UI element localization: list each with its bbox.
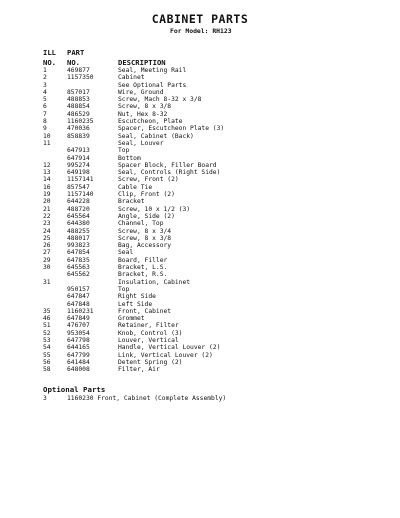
part-number: 953054 bbox=[67, 329, 90, 337]
ill-number: 52 bbox=[43, 329, 51, 337]
table-row bbox=[43, 176, 224, 183]
part-number: 644228 bbox=[67, 198, 90, 206]
part-description: Seal, Louver bbox=[118, 139, 164, 147]
part-number: 488853 bbox=[67, 96, 90, 104]
ill-number: 10 bbox=[43, 132, 51, 140]
part-description: Bottom bbox=[118, 154, 141, 162]
ill-number: 5 bbox=[43, 96, 47, 104]
part-number: 488720 bbox=[67, 205, 90, 213]
table-row bbox=[43, 344, 224, 351]
ill-number: 16 bbox=[43, 183, 51, 191]
part-description: Spacer Block, Filler Board bbox=[118, 161, 217, 169]
table-row bbox=[43, 330, 224, 337]
part-number: 645562 bbox=[67, 271, 90, 279]
part-description: Link, Vertical Louver (2) bbox=[118, 351, 213, 359]
part-description: Screw, Mach 8-32 x 3/8 bbox=[118, 96, 202, 104]
ill-number: 35 bbox=[43, 307, 51, 315]
header-ill: ILL bbox=[43, 48, 56, 57]
header-ill-no: NO. bbox=[43, 57, 56, 67]
optional-parts-list bbox=[43, 395, 226, 402]
ill-number: 3 bbox=[43, 395, 47, 402]
table-row bbox=[43, 89, 224, 96]
part-number: 857547 bbox=[67, 183, 90, 191]
table-row bbox=[43, 184, 224, 191]
ill-number: 25 bbox=[43, 234, 51, 242]
table-row bbox=[43, 169, 224, 176]
ill-number: 58 bbox=[43, 366, 51, 374]
part-number: 641484 bbox=[67, 358, 90, 366]
part-description: Top bbox=[118, 147, 130, 155]
table-row bbox=[43, 74, 224, 81]
ill-number: 24 bbox=[43, 227, 51, 235]
part-number: 995274 bbox=[67, 161, 90, 169]
part-number: 647798 bbox=[67, 336, 90, 344]
list-item bbox=[43, 395, 226, 402]
ill-number bbox=[43, 155, 67, 162]
part-description: Seal, Cabinet (Back) bbox=[118, 132, 194, 140]
part-description: Nut, Hex 8-32 bbox=[118, 110, 168, 118]
part-description: Seal bbox=[118, 249, 134, 257]
part-description: Board, Filler bbox=[118, 256, 168, 264]
part-number: 647848 bbox=[67, 300, 90, 308]
part-number: 647849 bbox=[67, 315, 90, 323]
part-number: 857017 bbox=[67, 88, 90, 96]
table-row bbox=[43, 140, 224, 147]
part-description: Clip, Front (2) bbox=[118, 191, 175, 199]
table-row bbox=[43, 125, 224, 132]
part-number: 488255 bbox=[67, 227, 90, 235]
part-description: Left Side bbox=[118, 300, 153, 308]
table-row bbox=[43, 220, 224, 227]
part-number bbox=[67, 279, 118, 286]
part-description: Grommet bbox=[118, 315, 145, 323]
part-description: Escutcheon, Plate bbox=[118, 118, 183, 126]
part-number: 1157141 bbox=[67, 176, 94, 184]
table-row bbox=[43, 228, 224, 235]
table-row bbox=[43, 242, 224, 249]
table-row bbox=[43, 103, 224, 110]
ill-number: 8 bbox=[43, 118, 47, 126]
ill-number bbox=[43, 286, 67, 293]
part-description: Spacer, Escutcheon Plate (3) bbox=[118, 125, 225, 133]
ill-number: 29 bbox=[43, 256, 51, 264]
part-description: Angle, Side (2) bbox=[118, 212, 175, 220]
ill-number: 22 bbox=[43, 212, 51, 220]
ill-number: 9 bbox=[43, 125, 47, 133]
part-description: Wire, Ground bbox=[118, 88, 164, 96]
table-row bbox=[43, 67, 224, 74]
ill-number: 4 bbox=[43, 88, 47, 96]
ill-number: 21 bbox=[43, 205, 51, 213]
table-row bbox=[43, 308, 224, 315]
part-description: Filter, Air bbox=[118, 366, 160, 374]
ill-number: 54 bbox=[43, 344, 51, 352]
part-description: Channel, Top bbox=[118, 220, 164, 228]
ill-number: 55 bbox=[43, 351, 51, 359]
ill-number bbox=[43, 301, 67, 308]
part-description: See Optional Parts bbox=[118, 81, 187, 89]
table-row bbox=[43, 264, 224, 271]
part-number: 645563 bbox=[67, 264, 90, 272]
part-number: 647854 bbox=[67, 249, 90, 257]
part-number: 647913 bbox=[67, 147, 90, 155]
table-row bbox=[43, 118, 224, 125]
part-number: 858839 bbox=[67, 132, 90, 140]
ill-number: 11 bbox=[43, 139, 51, 147]
ill-number: 30 bbox=[43, 264, 51, 272]
ill-number: 2 bbox=[43, 74, 47, 82]
table-row bbox=[43, 206, 224, 213]
ill-number: 51 bbox=[43, 322, 51, 330]
part-number: 1160231 bbox=[67, 307, 94, 315]
table-row bbox=[43, 96, 224, 103]
ill-number: 46 bbox=[43, 315, 51, 323]
part-description: Retainer, Filter bbox=[118, 322, 179, 330]
ill-number bbox=[43, 293, 67, 300]
part-description: Detent Spring (2) bbox=[118, 358, 183, 366]
ill-number: 26 bbox=[43, 242, 51, 250]
table-row bbox=[43, 147, 224, 154]
ill-number: 1 bbox=[43, 67, 47, 74]
optional-part-description: 1160230 Front, Cabinet (Complete Assembly) bbox=[67, 395, 227, 402]
table-row bbox=[43, 191, 224, 198]
part-number: 488017 bbox=[67, 234, 90, 242]
header-row-1 bbox=[43, 48, 166, 58]
part-description: Seal, Meeting Rail bbox=[118, 67, 187, 74]
model-subtitle: For Model: RH123 bbox=[170, 27, 232, 35]
part-description: Screw, 8 x 3/4 bbox=[118, 227, 172, 235]
header-description: DESCRIPTION bbox=[118, 57, 166, 67]
header-row-2 bbox=[43, 58, 166, 68]
page-title: CABINET PARTS bbox=[151, 12, 249, 26]
part-description: Cabinet bbox=[118, 74, 145, 82]
part-number: 476707 bbox=[67, 322, 90, 330]
part-number: 644165 bbox=[67, 344, 90, 352]
part-description: Cable Tie bbox=[118, 183, 153, 191]
part-description: Bag, Accessory bbox=[118, 242, 172, 250]
table-row bbox=[43, 198, 224, 205]
part-description: Knob, Control (3) bbox=[118, 329, 183, 337]
table-row bbox=[43, 162, 224, 169]
table-row bbox=[43, 279, 224, 286]
part-number: 647835 bbox=[67, 256, 90, 264]
part-number: 950157 bbox=[67, 285, 90, 293]
ill-number: 7 bbox=[43, 110, 47, 118]
part-description: Bracket, R.S. bbox=[118, 271, 168, 279]
table-row bbox=[43, 286, 224, 293]
part-description: Screw, 10 x 1/2 (3) bbox=[118, 205, 191, 213]
part-number bbox=[67, 82, 118, 89]
ill-number: 12 bbox=[43, 161, 51, 169]
table-row bbox=[43, 257, 224, 264]
part-description: Handle, Vertical Louver (2) bbox=[118, 344, 221, 352]
table-row bbox=[43, 249, 224, 256]
part-number: 993823 bbox=[67, 242, 90, 250]
ill-number: 53 bbox=[43, 336, 51, 344]
table-row bbox=[43, 271, 224, 278]
ill-number: 20 bbox=[43, 198, 51, 206]
table-row bbox=[43, 293, 224, 300]
part-number: 469877 bbox=[67, 67, 90, 74]
part-number: 649198 bbox=[67, 169, 90, 177]
part-description: Screw, Front (2) bbox=[118, 176, 179, 184]
table-row bbox=[43, 322, 224, 329]
table-row bbox=[43, 315, 224, 322]
table-row bbox=[43, 133, 224, 140]
part-number: 645564 bbox=[67, 212, 90, 220]
table-row bbox=[43, 366, 224, 373]
ill-number: 31 bbox=[43, 278, 51, 286]
part-number: 1157140 bbox=[67, 191, 94, 199]
part-number: 648008 bbox=[67, 366, 90, 374]
ill-number bbox=[43, 147, 67, 154]
table-row bbox=[43, 337, 224, 344]
ill-number: 14 bbox=[43, 176, 51, 184]
table-row bbox=[43, 359, 224, 366]
table-row bbox=[43, 235, 224, 242]
header-part: PART bbox=[67, 48, 85, 57]
part-number: 644380 bbox=[67, 220, 90, 228]
part-description: Insulation, Cabinet bbox=[118, 278, 191, 286]
ill-number: 27 bbox=[43, 249, 51, 257]
ill-number: 3 bbox=[43, 81, 47, 89]
table-row bbox=[43, 352, 224, 359]
part-number bbox=[67, 140, 118, 147]
ill-number: 13 bbox=[43, 169, 51, 177]
part-number: 486529 bbox=[67, 110, 90, 118]
table-row bbox=[43, 155, 224, 162]
part-number: 1157350 bbox=[67, 74, 94, 82]
ill-number bbox=[43, 271, 67, 278]
ill-number: 56 bbox=[43, 358, 51, 366]
part-number: 647799 bbox=[67, 351, 90, 359]
table-row bbox=[43, 213, 224, 220]
part-number: 647847 bbox=[67, 293, 90, 301]
table-row bbox=[43, 82, 224, 89]
part-description: Bracket, L.S. bbox=[118, 264, 168, 272]
part-description: Front, Cabinet bbox=[118, 307, 172, 315]
part-description: Screw, 8 x 3/8 bbox=[118, 234, 172, 242]
part-number: 1160235 bbox=[67, 118, 94, 126]
part-description: Bracket bbox=[118, 198, 145, 206]
part-number: 647914 bbox=[67, 154, 90, 162]
part-description: Seal, Controls (Right Side) bbox=[118, 169, 221, 177]
parts-table bbox=[43, 67, 224, 373]
table-row bbox=[43, 111, 224, 118]
header-part-no: NO. bbox=[67, 57, 80, 67]
part-description: Screw, 8 x 3/8 bbox=[118, 103, 172, 111]
part-number: 488854 bbox=[67, 103, 90, 111]
part-description: Right Side bbox=[118, 293, 156, 301]
ill-number: 19 bbox=[43, 191, 51, 199]
part-description: Top bbox=[118, 285, 130, 293]
ill-number: 23 bbox=[43, 220, 51, 228]
table-row bbox=[43, 301, 224, 308]
part-number: 470036 bbox=[67, 125, 90, 133]
optional-parts-heading: Optional Parts bbox=[43, 385, 106, 394]
ill-number: 6 bbox=[43, 103, 47, 111]
column-headers bbox=[43, 48, 166, 67]
part-description: Louver, Vertical bbox=[118, 336, 179, 344]
